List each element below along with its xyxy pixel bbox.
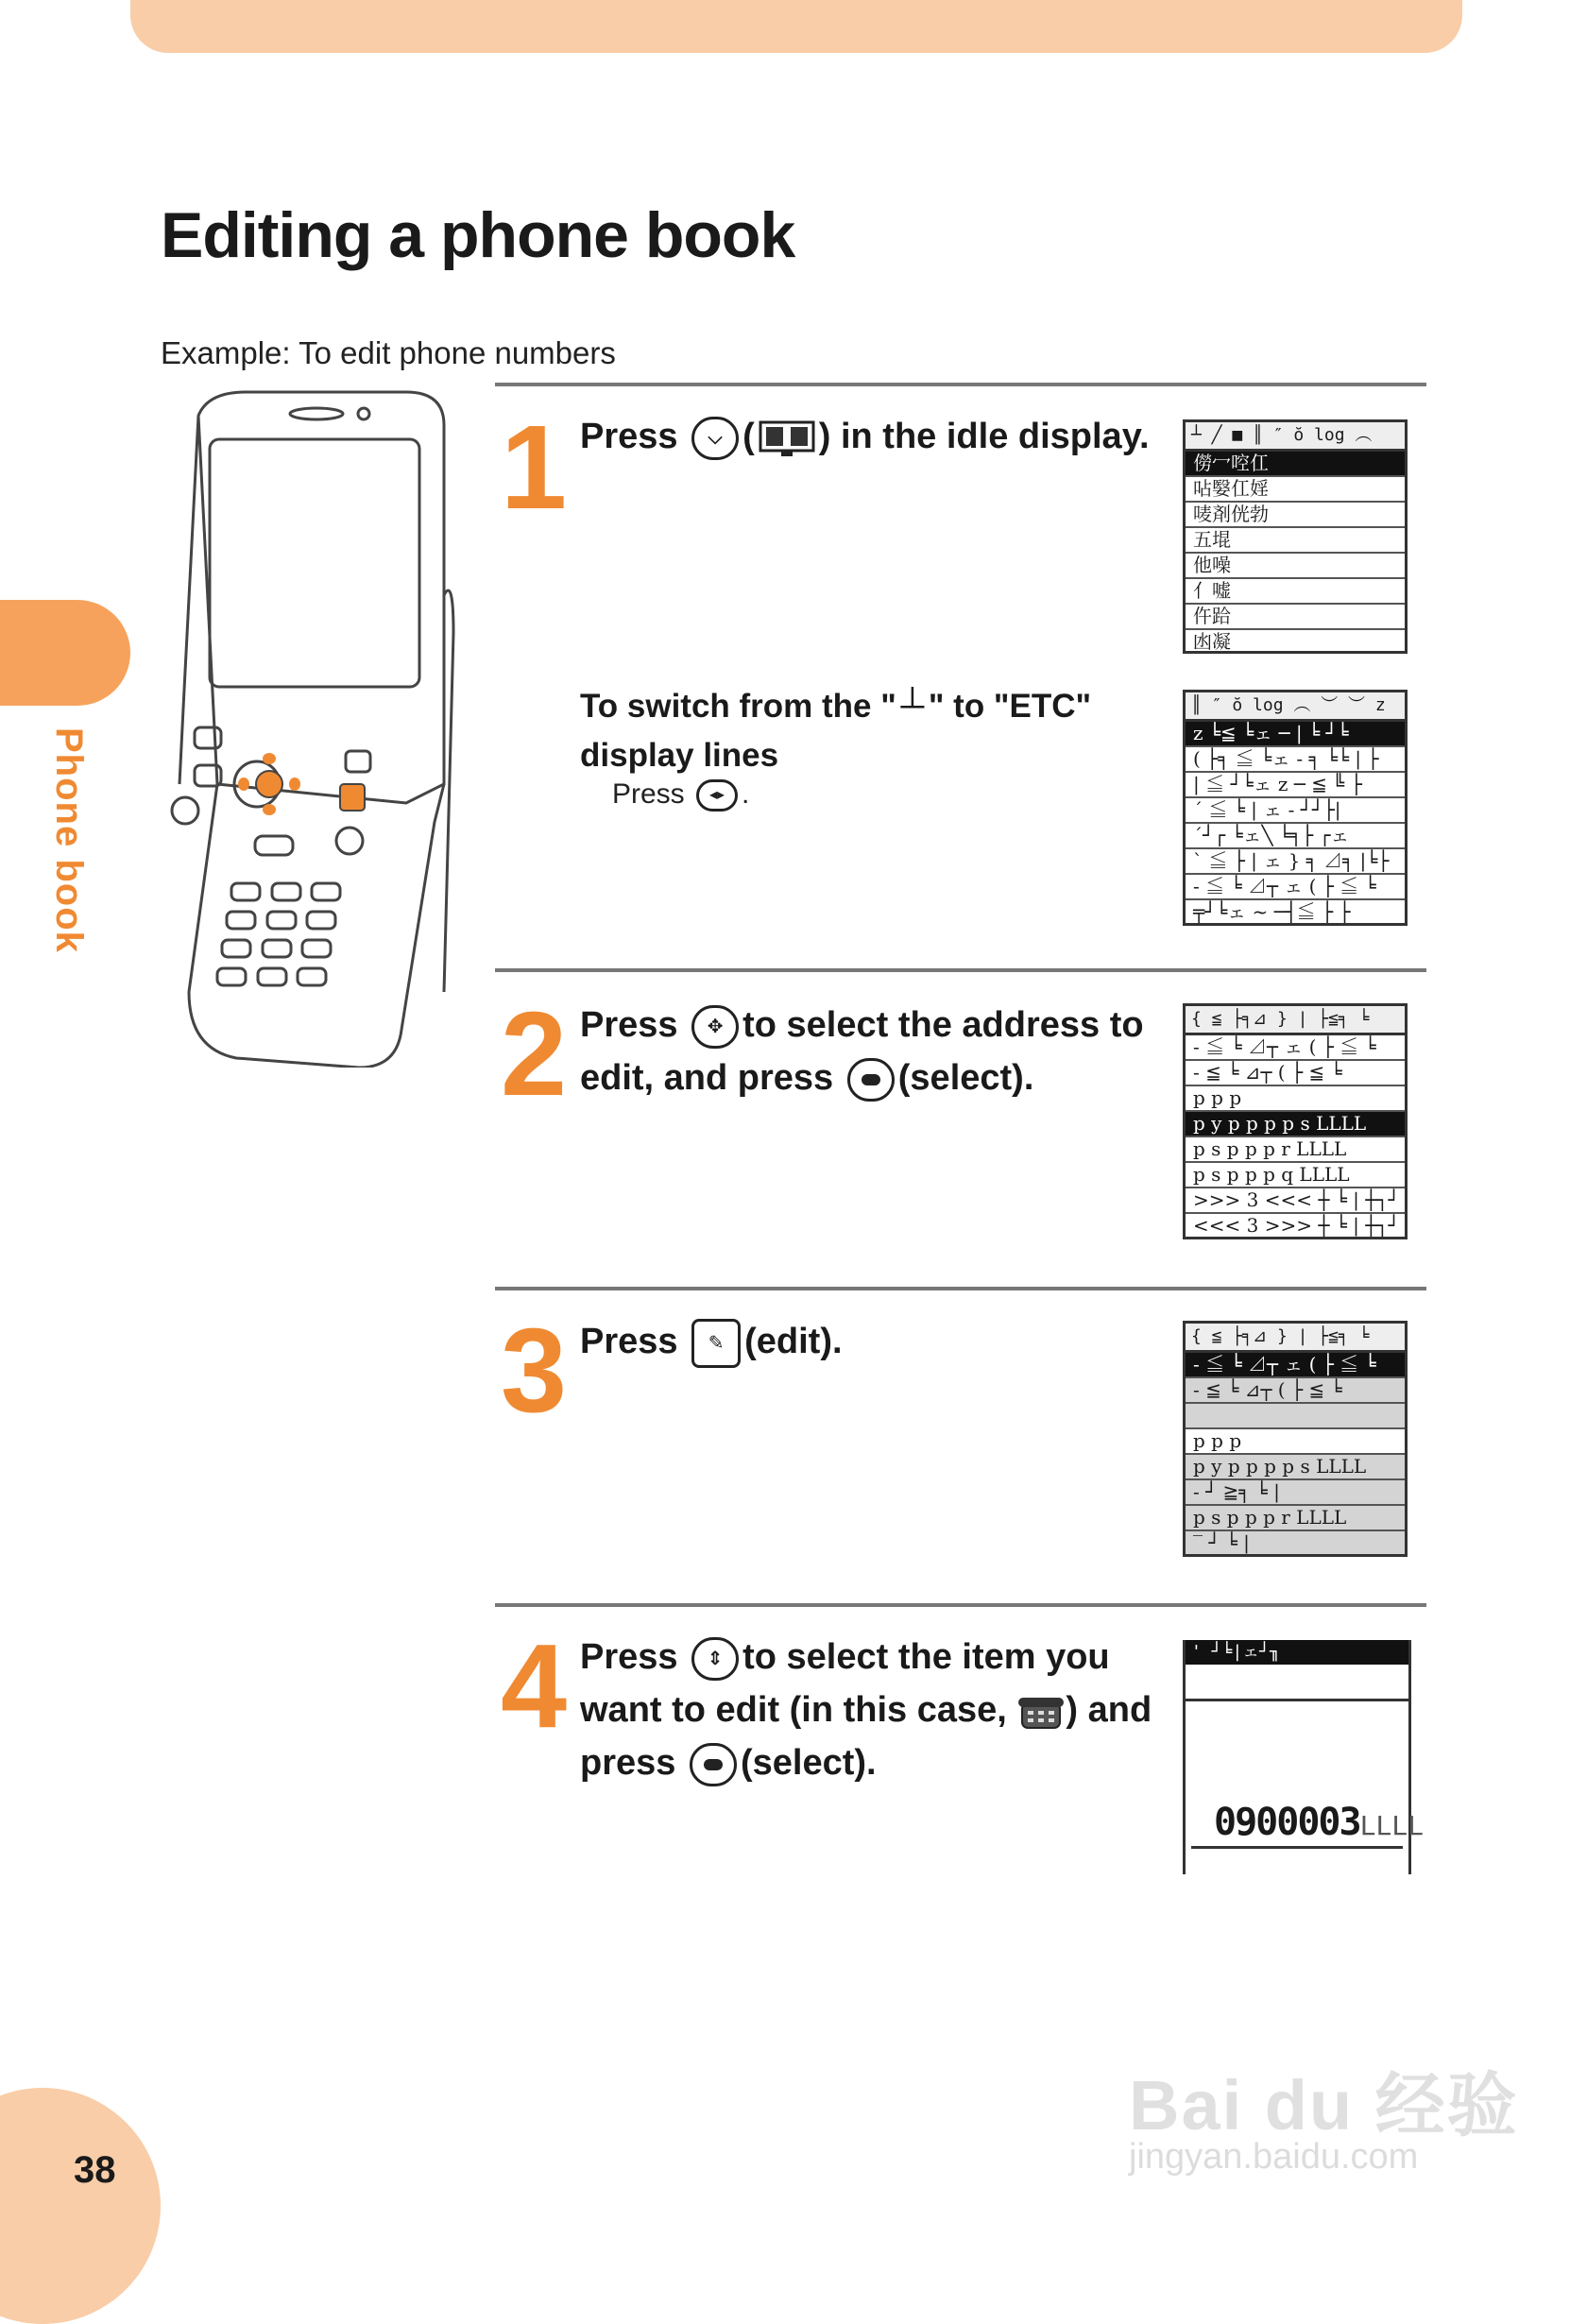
list-item: <<< 3 >>> ┼ ╘ | ┼┐┘ (1186, 1214, 1405, 1239)
step-2-text: Press ✥ to select the address to edit, and press (select). (580, 999, 1166, 1104)
screen-header: ' ┘╘|ェ┘╖ (1186, 1640, 1408, 1665)
list-item: p y p p p p s LLLL (1186, 1112, 1405, 1137)
screen-entry-detail (1183, 1003, 1408, 1239)
phonebook-screen-icon (757, 419, 817, 458)
list-item: ‾ ┘ ╘ | (1186, 1531, 1405, 1557)
page-title: Editing a phone book (161, 199, 795, 271)
top-banner (130, 0, 1462, 53)
select-key-icon (847, 1058, 895, 1102)
phone-illustration (161, 387, 472, 1068)
list-item: 唛剤侊勃 (1186, 503, 1405, 528)
step-number: 2 (501, 987, 568, 1120)
list-item: 仵跲 (1186, 605, 1405, 630)
telephone-icon (1016, 1692, 1066, 1732)
select-key-icon (690, 1743, 737, 1786)
list-item: 他噪 (1186, 554, 1405, 579)
field-underline (1191, 1846, 1403, 1849)
page-number: 38 (74, 2149, 116, 2191)
list-item: z ╘≦ ╘ェ ─ | ╘ ┘╘ (1186, 722, 1405, 747)
list-item: ( ├╕ ≦ ╘ェ - ╕ ╘╘ | ├ (1186, 747, 1405, 773)
screen-tabs: ║ ″ ŏ log ︵ ︶ ︶ z (1186, 692, 1405, 722)
list-item: ´ ≦ ╘ | ェ - ┘┘├| (1186, 798, 1405, 824)
section-tab (0, 600, 130, 706)
phone-number-tail: LLLL (1359, 1810, 1425, 1841)
screen-number-edit (1183, 1640, 1425, 1874)
divider (495, 968, 1426, 972)
screen-edit-entry (1183, 1321, 1408, 1557)
section-label: Phone book (48, 727, 90, 953)
list-item (1186, 1404, 1405, 1429)
list-item: ` ≦ ├ | ェ } ╕ ⊿╕ |╘├ (1186, 849, 1405, 875)
list-item: p s p p p r LLLL (1186, 1137, 1405, 1163)
watermark-logo: Bai du 经验 (1129, 2066, 1519, 2145)
page-number-badge (0, 2088, 161, 2324)
screen-separator (1186, 1699, 1408, 1701)
step-4-text: Press ⇕ to select the item you want to edit (in this case, ) and press (select). (580, 1631, 1185, 1789)
list-item: | ≦ ┘╘ェ z ─ ≦ ╚ ├ (1186, 773, 1405, 798)
list-item: - ≦ ╘ ⊿┬ ( ├ ≦ ╘ (1186, 1378, 1405, 1404)
list-item: 凼凝 (1186, 630, 1405, 654)
step-3-text: Press ✎ (edit). (580, 1315, 1109, 1368)
list-item: 呫嫛仜婬 (1186, 477, 1405, 503)
navigation-key-icon: ✥ (691, 1005, 739, 1049)
list-item: 亻嘘 (1186, 579, 1405, 605)
up-down-key-icon: ⇕ (691, 1637, 739, 1681)
japanese-tab-icon: ┴ (900, 688, 925, 725)
list-item: p p p (1186, 1429, 1405, 1455)
list-item: p s p p p r LLLL (1186, 1506, 1405, 1531)
screen-tabs: { ≦ ├╕⊿ } | ├≦╕ ╘ (1186, 1006, 1405, 1035)
list-item: 僗冖啌仜 (1186, 452, 1405, 477)
divider (495, 1603, 1426, 1607)
list-item: >>> 3 <<< ┼ ╘ | ┼┐┘ (1186, 1188, 1405, 1214)
phone-number-field (1214, 1801, 1424, 1844)
list-item: - ┘ ≧╕ ╘ | (1186, 1480, 1405, 1506)
list-item: p s p p p q LLLL (1186, 1163, 1405, 1188)
example-caption: Example: To edit phone numbers (161, 335, 616, 370)
list-item: - ≦ ╘ ⊿┬ ェ ( ├ ≦ ╘ (1186, 1035, 1405, 1061)
list-item: p y p p p p s LLLL (1186, 1455, 1405, 1480)
step-number: 1 (501, 401, 568, 534)
step-number: 3 (501, 1304, 568, 1437)
list-item: p p p (1186, 1086, 1405, 1112)
step-1-text: Press ⌵ ( ) in the idle display. (580, 410, 1185, 463)
list-item: - ≦ ╘ ⊿┬ ェ ( ├ ≦ ╘ (1186, 875, 1405, 900)
divider (495, 1287, 1426, 1290)
list-item: - ≦ ╘ ⊿┬ ェ ( ├ ≦ ╘ (1186, 1353, 1405, 1378)
screen-phonebook-list (1183, 419, 1408, 654)
step-number: 4 (501, 1619, 568, 1752)
switch-note-body: Press ◂▸ . (612, 778, 749, 812)
left-right-key-icon: ◂▸ (696, 779, 738, 812)
switch-note-heading: To switch from the " ┴ " to "ETC" display lines (580, 682, 1091, 780)
screen-tabs: ┴ ╱ ■ ║ ″ ŏ log ︵ (1186, 422, 1405, 452)
list-item: 五堒 (1186, 528, 1405, 554)
list-item: - ≦ ╘ ⊿┬ ( ├ ≦ ╘ (1186, 1061, 1405, 1086)
phone-number-value: 0900003 (1214, 1801, 1360, 1844)
list-item: ´┘┌ ╘ェ╲ ╘╕├ ┌ェ (1186, 824, 1405, 849)
list-item: ╤┘╘ェ ~ ─┤≦ ├ ├ (1186, 900, 1405, 926)
screen-etc-list (1183, 690, 1408, 926)
edit-key-icon: ✎ (691, 1319, 741, 1368)
divider (495, 383, 1426, 386)
phonebook-key-icon: ⌵ (691, 417, 739, 460)
watermark-url: jingyan.baidu.com (1129, 2137, 1419, 2177)
screen-tabs: { ≦ ├╕⊿ } | ├≦╕ ╘ (1186, 1324, 1405, 1353)
